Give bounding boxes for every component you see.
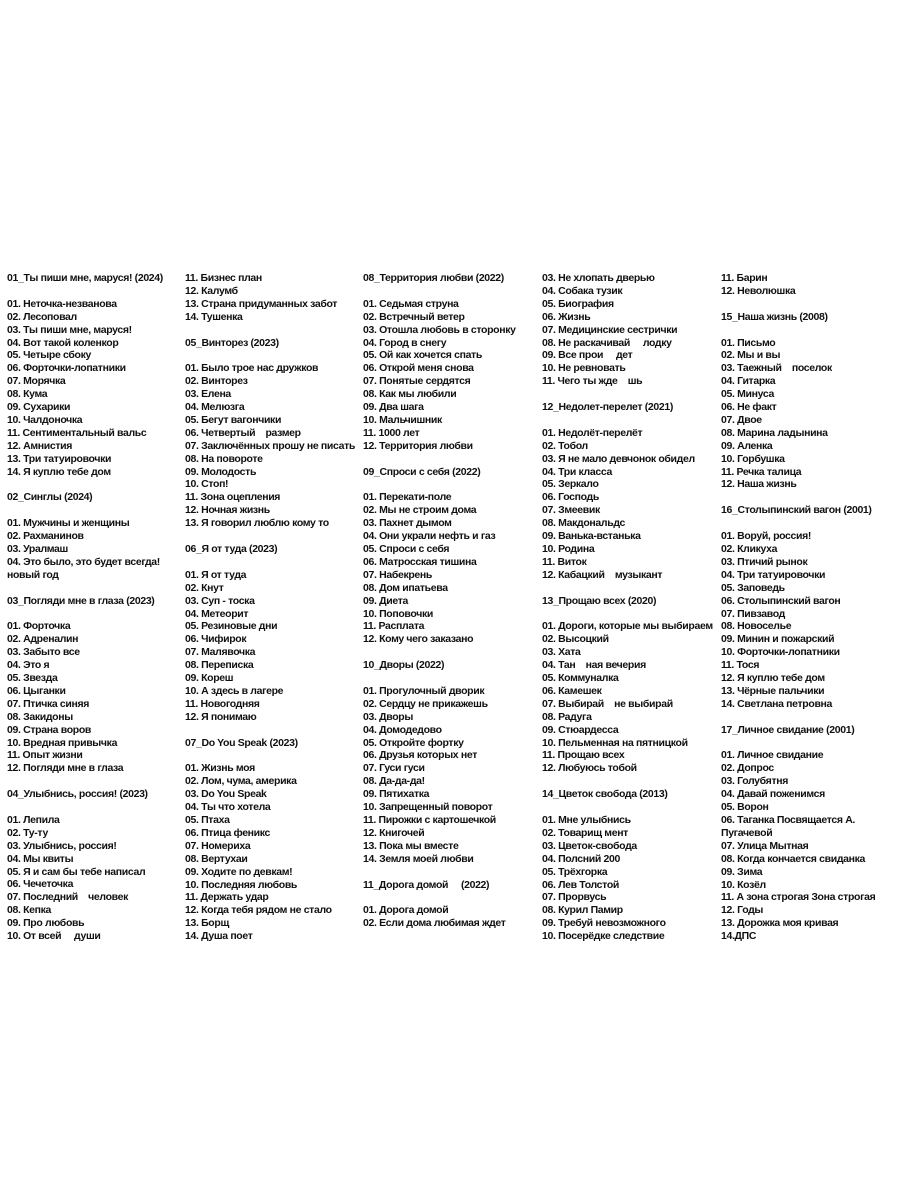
track-item: 10. Поповочки: [363, 607, 433, 620]
album-title: 11_Дорога домой (2022): [363, 878, 490, 891]
track-item: 04. Ты что хотела: [185, 801, 271, 813]
album-block: [542, 775, 721, 943]
track-item: новый год: [7, 569, 59, 581]
track-item: 01. Прогулочный дворик: [363, 685, 485, 697]
track-item: 03. Хата: [542, 646, 581, 658]
track-item: 01. Мне улыбнись: [542, 814, 631, 826]
track-item: 06. Открой меня снова: [363, 362, 474, 374]
track-item: 06. Лев Толстой: [542, 878, 619, 891]
album-block: [185, 724, 363, 943]
track-item: 06. Жизнь: [542, 311, 591, 323]
track-item: 11. 1000 лет: [363, 427, 420, 439]
track-item: 10. Запрещенный поворот: [363, 801, 493, 813]
track-item: 11. Тося: [721, 659, 760, 671]
track-item: 11. Виток: [542, 556, 587, 568]
album-block: [721, 491, 891, 710]
spacer: [7, 478, 185, 491]
spacer: [185, 724, 363, 737]
track-item: 14. Земля моей любви: [363, 853, 474, 865]
track-item: 10. Последняя любовь: [185, 878, 298, 891]
track-item: 05. Заповедь: [721, 582, 785, 594]
track-item: 12. Кабацкий музыкант: [542, 569, 663, 581]
spacer: [7, 801, 185, 814]
album-title: 07_Do You Speak (2023): [185, 736, 298, 749]
track-item: 06. Господь: [542, 491, 599, 503]
track-item: 09. Диета: [363, 595, 408, 607]
track-item: 05. Бегут вагончики: [185, 414, 282, 426]
track-item: 11. А зона строгая Зона строгая: [721, 891, 876, 904]
track-item: 06. Чечеточка: [7, 878, 74, 891]
track-item: 07. Двое: [721, 414, 762, 426]
track-item: 11. Сентиментальный вальс: [7, 427, 147, 439]
track-item: 05. Откройте фортку: [363, 736, 464, 749]
track-item: 01. Письмо: [721, 336, 776, 349]
track-item: 07. Змеевик: [542, 504, 600, 516]
album-title: 17_Личное свидание (2001): [721, 724, 855, 736]
track-item: 14. Я куплю тебе дом: [7, 466, 111, 478]
track-item: 01. Седьмая струна: [363, 298, 459, 310]
track-item: 03. Суп - тоска: [185, 595, 255, 607]
spacer: [542, 801, 721, 814]
spacer: [7, 504, 185, 517]
tracklist-sheet: [7, 272, 893, 943]
track-item: 13. Страна придуманных забот: [185, 298, 338, 310]
track-item: 07. Морячка: [7, 375, 66, 387]
track-item: 01. Недолёт-перелёт: [542, 427, 643, 439]
track-item: 02. Кликуха: [721, 543, 778, 555]
track-item: 02. Лом, чума, америка: [185, 775, 297, 787]
column-2: [185, 272, 363, 943]
track-item: 12. Годы: [721, 904, 764, 916]
track-item: 13. Борщ: [185, 917, 229, 929]
spacer: [542, 388, 721, 401]
track-item: 06. Столыпинский вагон: [721, 595, 841, 607]
track-item: 12. Кому чего заказано: [363, 633, 474, 645]
album-block: [721, 711, 891, 943]
album-block: [185, 272, 363, 324]
album-title: 06_Я от туда (2023): [185, 543, 278, 555]
track-item: 02. Рахманинов: [7, 530, 84, 542]
track-item: 06. Не факт: [721, 401, 777, 413]
track-item: 03. Улыбнись, россия!: [7, 840, 117, 852]
column-3: [363, 272, 542, 943]
track-item: 07. Медицинские сестрички: [542, 324, 678, 336]
track-item: 01. Неточка-незванова: [7, 298, 117, 310]
track-item: 05. Резиновые дни: [185, 620, 278, 633]
track-item: 13. Чёрные пальчики: [721, 685, 825, 697]
spacer: [721, 711, 891, 724]
track-item: 13. Пока мы вместе: [363, 840, 459, 852]
track-item: 05. Ворон: [721, 801, 769, 813]
track-item: 12. Ночная жизнь: [185, 504, 270, 516]
track-item: 04. Собака тузик: [542, 285, 623, 297]
track-item: 04. Город в снегу: [363, 336, 447, 349]
track-item: 01. Дороги, которые мы выбираем: [542, 620, 713, 633]
album-block: [7, 775, 185, 943]
album-title: 03_Погляди мне в глаза (2023): [7, 595, 155, 607]
track-item: 11. Пирожки с картошечкой: [363, 814, 496, 826]
track-item: 05. Биография: [542, 298, 614, 310]
track-item: 03. Не хлопать дверью: [542, 272, 655, 284]
track-item: 03. Цветок-свобода: [542, 840, 637, 852]
track-item: 04. Три класса: [542, 466, 612, 478]
album-block: [363, 272, 542, 453]
album-block: [7, 272, 185, 478]
spacer: [363, 866, 542, 879]
track-item: 12. Когда тебя рядом не стало: [185, 904, 332, 916]
track-item: 10. Чалдоночка: [7, 414, 83, 426]
track-item: 07. Заключённых прошу не писать: [185, 440, 356, 452]
track-item: 05. Четыре сбоку: [7, 349, 91, 362]
track-item: 10. Пельменная на пятницкой: [542, 737, 688, 749]
album-title: 02_Синглы (2024): [7, 491, 93, 503]
track-item: 04. Это я: [7, 659, 50, 671]
track-item: 03. Елена: [185, 388, 231, 400]
track-item: 04. Домодедово: [363, 724, 442, 736]
track-item: 09. Стюардесса: [542, 724, 619, 736]
track-item: 10. Не ревновать: [542, 362, 626, 374]
track-item: 05. Я и сам бы тебе написал: [7, 866, 146, 878]
track-item: 05. Зеркало: [542, 478, 599, 491]
track-item: 07. Прорвусь: [542, 891, 607, 904]
track-item: 12. Я куплю тебе дом: [721, 672, 825, 684]
track-item: 05. Минуса: [721, 388, 774, 400]
track-item: 09. Кореш: [185, 672, 234, 684]
spacer: [185, 324, 363, 337]
track-item: 04. Полсний 200: [542, 853, 621, 865]
album-title: 04_Улыбнись, россия! (2023): [7, 788, 148, 800]
track-item: 08. Вертухаи: [185, 853, 248, 865]
track-item: 09. Ходите по девкам!: [185, 866, 293, 878]
track-item: 12. Территория любви: [363, 440, 473, 452]
track-item: 06. Матросская тишина: [363, 556, 477, 568]
track-item: 02. Винторез: [185, 375, 248, 387]
spacer: [542, 414, 721, 427]
track-item: 09. Страна воров: [7, 724, 92, 736]
album-title: 16_Столыпинский вагон (2001): [721, 504, 872, 516]
spacer: [7, 582, 185, 595]
track-item: 09. Зима: [721, 866, 763, 878]
album-title: 01_Ты пиши мне, маруся! (2024): [7, 272, 163, 284]
album-title: 05_Винторез (2023): [185, 336, 279, 349]
album-block: [185, 530, 363, 724]
track-item: 09. Два шага: [363, 401, 424, 413]
track-item: 02. Кнут: [185, 582, 224, 594]
track-item: 12. Любуюсь тобой: [542, 762, 637, 774]
column-4: [542, 272, 721, 943]
track-item: 04. Метеорит: [185, 607, 249, 620]
track-item: 12. Наша жизнь: [721, 478, 797, 491]
track-item: 08. Кума: [7, 388, 48, 400]
spacer: [542, 775, 721, 788]
track-item: 11. Держать удар: [185, 891, 269, 904]
album-title: 09_Спроси с себя (2022): [363, 466, 481, 478]
track-item: 03. Забыто все: [7, 646, 80, 658]
track-item: 04. Давай поженимся: [721, 788, 825, 800]
track-item: 09. Про любовь: [7, 917, 85, 929]
track-item: 08. Марина ладынина: [721, 427, 828, 439]
track-item: 04. Вот такой коленкор: [7, 336, 119, 349]
track-item: 01. Личное свидание: [721, 749, 824, 762]
spacer: [542, 582, 721, 595]
track-item: Пугачевой: [721, 827, 773, 839]
track-item: 02. Лесоповал: [7, 311, 77, 323]
track-item: 14.ДПС: [721, 930, 757, 942]
track-item: 08. Переписка: [185, 659, 254, 671]
spacer: [185, 530, 363, 543]
track-item: 07. Выбирай не выбирай: [542, 698, 673, 710]
spacer: [721, 517, 891, 530]
track-item: 12. Погляди мне в глаза: [7, 762, 124, 774]
spacer: [721, 737, 891, 750]
track-item: 03. Я не мало девчонок обидел: [542, 453, 695, 465]
track-item: 09. Ванька-встанька: [542, 530, 641, 542]
album-block: [185, 324, 363, 530]
track-item: 08. Закидоны: [7, 711, 73, 723]
track-item: 09. Минин и пожарский: [721, 633, 835, 645]
track-item: 04. Мелюзга: [185, 401, 245, 413]
spacer: [7, 285, 185, 298]
track-item: 04. Они украли нефть и газ: [363, 530, 496, 542]
spacer: [7, 608, 185, 621]
track-item: 06. Цыганки: [7, 685, 66, 697]
track-item: 08. Курил Памир: [542, 904, 623, 916]
track-item: 05. Трёхгорка: [542, 866, 608, 878]
track-item: 06. Чифирок: [185, 633, 247, 645]
track-item: 06. Птица феникс: [185, 827, 271, 839]
track-item: 03. Отошла любовь в сторонку: [363, 324, 516, 336]
track-item: 07. Птичка синяя: [7, 698, 90, 710]
track-item: 10. Посерёдке следствие: [542, 930, 665, 942]
track-item: 01. Воруй, россия!: [721, 530, 812, 542]
track-item: 11. Расплата: [363, 620, 425, 633]
track-item: 06. Форточки-лопатники: [7, 362, 126, 374]
track-item: 09. Все прои дет: [542, 349, 633, 362]
album-title: 10_Дворы (2022): [363, 659, 445, 671]
album-block: [7, 478, 185, 581]
track-item: 02. Мы и вы: [721, 349, 781, 362]
track-item: 11. Опыт жизни: [7, 749, 83, 762]
album-block: [542, 272, 721, 388]
track-item: 02. Ту-ту: [7, 827, 48, 839]
track-item: 10. Вредная привычка: [7, 736, 118, 749]
spacer: [363, 672, 542, 685]
track-item: 12. Калумб: [185, 285, 238, 297]
track-item: 01. Я от туда: [185, 569, 247, 581]
track-item: 08. Когда кончается свиданка: [721, 853, 866, 865]
album-block: [721, 298, 891, 492]
track-item: 10. Форточки-лопатники: [721, 646, 840, 658]
album-title: 14_Цветок свобода (2013): [542, 788, 668, 800]
track-item: 05. Звезда: [7, 672, 58, 684]
track-item: 07. Последний человек: [7, 891, 129, 904]
track-item: 14. Тушенка: [185, 311, 243, 323]
track-item: 02. Адреналин: [7, 633, 79, 645]
track-item: 02. Товарищ мент: [542, 827, 628, 839]
track-item: 04. Три татуировочки: [721, 569, 826, 581]
track-item: 02. Если дома любимая ждет: [363, 917, 506, 929]
track-item: 07. Пивзавод: [721, 607, 785, 620]
track-item: 07. Гуси гуси: [363, 762, 425, 774]
track-item: 12. Неволюшка: [721, 285, 796, 297]
track-item: 13. Три татуировочки: [7, 453, 112, 465]
album-title: 15_Наша жизнь (2008): [721, 311, 828, 323]
track-item: 09. Аленка: [721, 440, 773, 452]
track-item: 07. Понятые сердятся: [363, 375, 471, 387]
album-block: [542, 388, 721, 582]
track-item: 10. Горбушка: [721, 453, 785, 465]
spacer: [7, 775, 185, 788]
track-item: 12. Я понимаю: [185, 711, 257, 723]
track-item: 02. Тобол: [542, 440, 588, 452]
track-item: 11. Чего ты жде шь: [542, 375, 643, 387]
track-item: 14. Светлана петровна: [721, 698, 833, 710]
track-item: 01. Мужчины и женщины: [7, 517, 130, 529]
album-title: 13_Прощаю всех (2020): [542, 595, 657, 607]
track-item: 08. На повороте: [185, 453, 263, 465]
track-item: 02. Сердцу не прикажешь: [363, 698, 488, 710]
track-item: 09. Молодость: [185, 466, 257, 478]
album-block: [542, 582, 721, 776]
track-item: 02. Встречный ветер: [363, 311, 465, 323]
track-item: 12. Амнистия: [7, 440, 73, 452]
track-item: 08. Как мы любили: [363, 388, 457, 400]
track-item: 09. Сухарики: [7, 401, 71, 413]
column-1: [7, 272, 185, 943]
spacer: [721, 298, 891, 311]
track-item: 08. Не раскачивай лодку: [542, 336, 672, 349]
track-item: 10. А здесь в лагере: [185, 685, 284, 697]
track-item: 02. Высоцкий: [542, 633, 609, 645]
track-item: 07. Улица Мытная: [721, 840, 809, 852]
track-item: 03. Голубятня: [721, 775, 789, 787]
album-block: [721, 272, 891, 298]
track-item: 13. Дорожка моя кривая: [721, 917, 839, 929]
track-item: 07. Малявочка: [185, 646, 256, 658]
track-item: 07. Номериха: [185, 840, 251, 852]
spacer: [363, 285, 542, 298]
spacer: [542, 608, 721, 621]
track-item: 11. Бизнес план: [185, 272, 262, 284]
album-block: [363, 646, 542, 865]
track-item: 02. Мы не строим дома: [363, 504, 477, 516]
track-item: 04. Тан ная вечерия: [542, 659, 646, 671]
track-item: 10. Стоп!: [185, 478, 229, 491]
spacer: [185, 749, 363, 762]
track-item: 09. Требуй невозможного: [542, 917, 666, 929]
spacer: [363, 453, 542, 466]
spacer: [721, 324, 891, 337]
track-item: 03. Ты пиши мне, маруся!: [7, 324, 132, 336]
spacer: [363, 478, 542, 491]
album-title: 12_Недолет-перелет (2021): [542, 401, 673, 413]
track-item: 05. Ой как хочется спать: [363, 349, 482, 362]
track-item: 05. Коммуналка: [542, 672, 619, 684]
track-item: 03. Do You Speak: [185, 788, 267, 800]
track-item: 03. Пахнет дымом: [363, 517, 452, 529]
spacer: [185, 349, 363, 362]
track-item: 05. Спроси с себя: [363, 543, 450, 555]
album-block: [363, 453, 542, 647]
track-item: 01. Дорога домой: [363, 904, 449, 916]
track-item: 11. Барин: [721, 272, 768, 284]
track-item: 11. Прощаю всех: [542, 749, 625, 762]
track-item: 11. Зона оцепления: [185, 491, 281, 503]
album-block: [7, 582, 185, 776]
spacer: [721, 491, 891, 504]
track-item: 12. Книгочей: [363, 827, 425, 839]
track-item: 05. Птаха: [185, 814, 230, 826]
track-item: 08. Дом ипатьева: [363, 582, 448, 594]
track-item: 08. Новоселье: [721, 620, 792, 633]
track-item: 01. Лепила: [7, 814, 60, 826]
track-item: 08. Да-да-да!: [363, 775, 425, 787]
track-item: 13. Я говорил люблю кому то: [185, 517, 329, 529]
track-item: 01. Было трое нас дружков: [185, 362, 319, 374]
track-item: 03. Таежный поселок: [721, 362, 832, 374]
track-item: 07. Набекрень: [363, 569, 433, 581]
album-title: 08_Территория любви (2022): [363, 272, 504, 284]
track-item: 08. Макдональдс: [542, 517, 625, 529]
track-item: 10. От всей души: [7, 930, 101, 942]
track-item: 04. Мы квиты: [7, 853, 74, 865]
track-item: 01. Форточка: [7, 620, 71, 633]
track-item: 08. Кепка: [7, 904, 52, 916]
track-item: 03. Уралмаш: [7, 543, 68, 555]
track-item: 06. Камешек: [542, 685, 602, 697]
album-block: [363, 866, 542, 931]
track-item: 09. Пятихатка: [363, 788, 430, 800]
track-item: 03. Дворы: [363, 711, 413, 723]
column-5: [721, 272, 891, 943]
track-item: 06. Друзья которых нет: [363, 749, 477, 762]
track-item: 10. Мальчишник: [363, 414, 442, 426]
track-item: 01. Жизнь моя: [185, 762, 255, 774]
track-item: 04. Это было, это будет всегда!: [7, 556, 160, 568]
spacer: [363, 891, 542, 904]
track-item: 02. Допрос: [721, 762, 774, 774]
spacer: [363, 646, 542, 659]
track-item: 06. Таганка Посвящается А.: [721, 814, 855, 826]
spacer: [185, 556, 363, 569]
track-item: 03. Птичий рынок: [721, 556, 808, 568]
track-item: 10. Родина: [542, 543, 595, 555]
track-item: 11. Новогодняя: [185, 698, 260, 710]
track-item: 14. Душа поет: [185, 930, 253, 942]
track-item: 04. Гитарка: [721, 375, 776, 387]
track-item: 08. Радуга: [542, 711, 592, 723]
track-item: 01. Перекати-поле: [363, 491, 452, 503]
track-item: 11. Речка талица: [721, 466, 802, 478]
track-item: 10. Козёл: [721, 878, 766, 891]
track-item: 06. Четвертый размер: [185, 427, 301, 439]
